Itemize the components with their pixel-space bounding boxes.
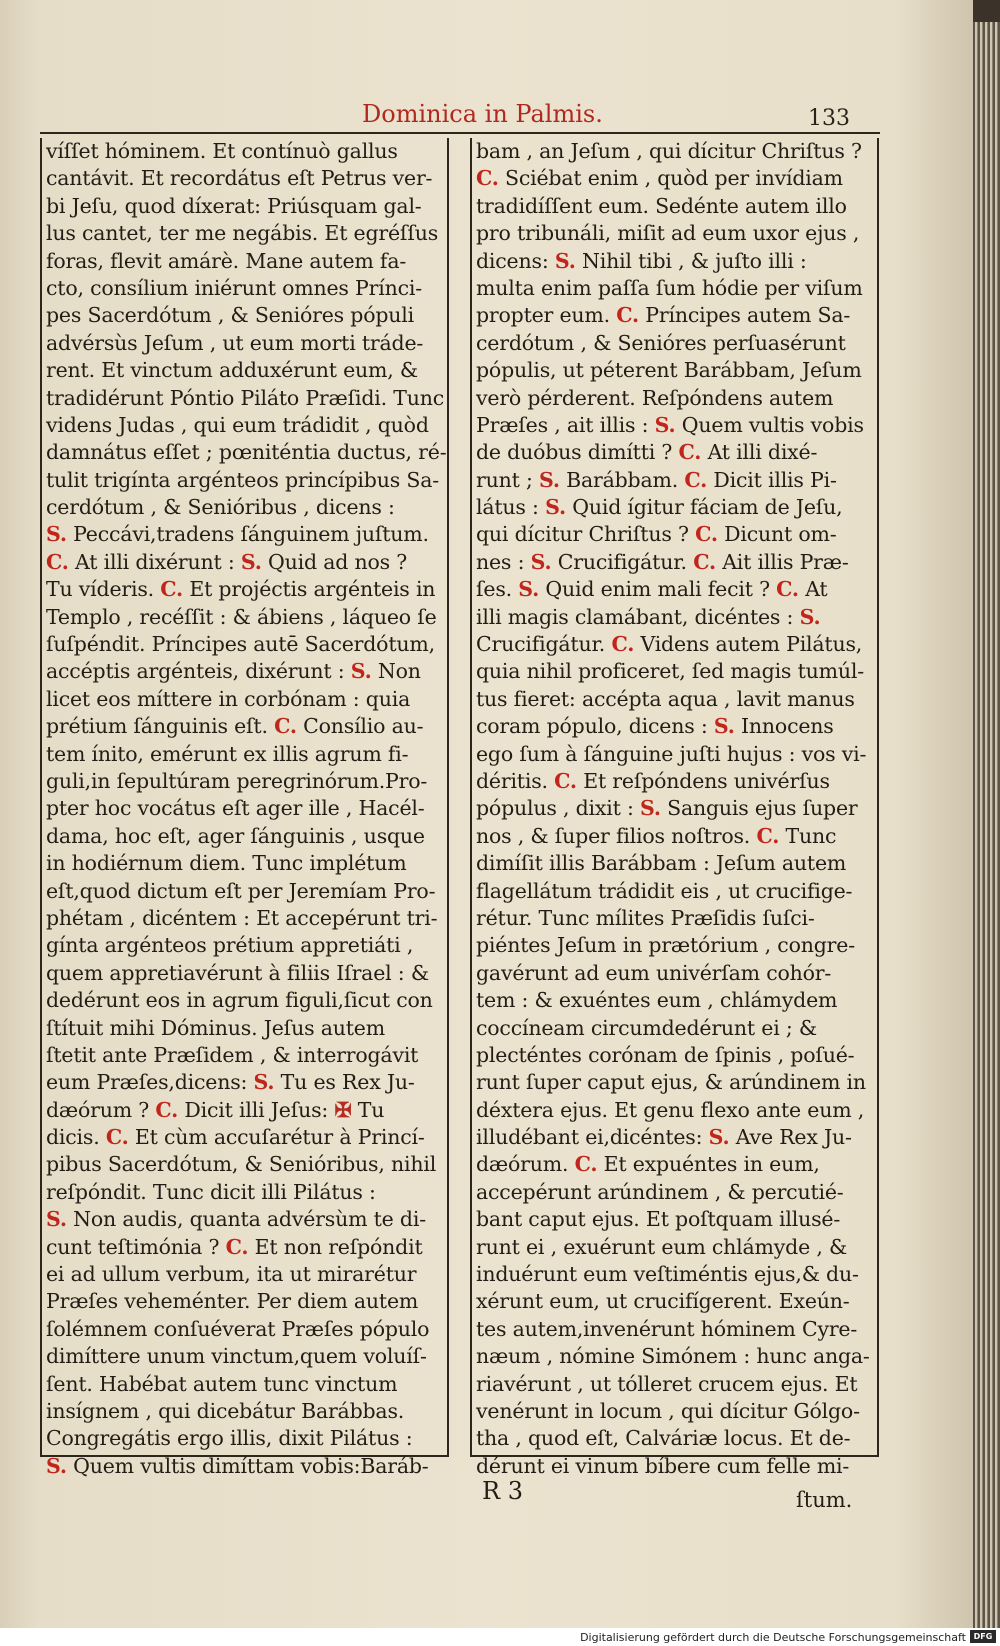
text-line: pro tribunáli, miſit ad eum uxor ejus ,: [476, 221, 860, 246]
text-line: dæórum ? C. Dicit illi Jeſus: ✠ Tu: [46, 1097, 385, 1122]
text-line: dimíttere unum vinctum,quem voluíſ-: [46, 1344, 427, 1369]
text-line: prétium ſánguinis eſt. C. Consílio au-: [46, 714, 424, 739]
running-head-title: Dominica in Palmis.: [362, 100, 603, 128]
rubric-speaker-mark: S.: [708, 1125, 730, 1150]
text-line: runt ſuper caput ejus, & arúndinem in: [476, 1070, 866, 1095]
text-line: ſes. S. Quid enim mali fecit ? C. At: [476, 577, 828, 602]
rubric-speaker-mark: S.: [654, 412, 676, 437]
rubric-speaker-mark: C.: [776, 577, 799, 602]
text-line: ſuſpéndit. Príncipes autē Sacerdótum,: [46, 632, 435, 657]
text-line: ſent. Habébat autem tunc vinctum: [46, 1371, 398, 1396]
text-line: cto, consílium iniérunt omnes Prínci-: [46, 275, 422, 300]
text-line: dedérunt eos in agrum figuli,ſicut con: [46, 988, 433, 1013]
text-line: flagellátum trádidit eis , ut crucifige-: [476, 878, 853, 903]
rubric-speaker-mark: C.: [105, 1125, 129, 1150]
text-line: bant caput ejus. Et poſtquam illusé-: [476, 1207, 841, 1232]
text-line: runt ; S. Barábbam. C. Dicit illis Pi-: [476, 467, 837, 492]
rubric-speaker-mark: S.: [545, 495, 566, 520]
text-line: S. Peccávi,tradens ſánguinem juſtum.: [46, 522, 429, 547]
text-line: látus : S. Quid ígitur fáciam de Jeſu,: [476, 495, 843, 520]
rubric-speaker-mark: C.: [684, 467, 708, 492]
text-line: tulit trigínta argénteos princípibus Sa-: [46, 467, 439, 492]
text-line: damnátus eſſet ; pœniténtia ductus, ré-: [46, 440, 447, 465]
text-line: dæórum. C. Et expuéntes in eum,: [476, 1152, 820, 1177]
text-line: dama, hoc eſt, ager ſánguinis , usque: [46, 823, 425, 848]
text-line: accéptis argénteis, dixérunt : S. Non: [46, 659, 421, 684]
rubric-speaker-mark: S.: [554, 248, 576, 273]
text-line: ei ad ullum verbum, ita ut mirarétur: [46, 1262, 417, 1287]
text-line: advérsùs Jeſum , ut eum morti tráde-: [46, 330, 424, 355]
rubric-speaker-mark: C.: [160, 577, 183, 602]
text-line: videns Judas , qui eum trádidit , quòd: [46, 412, 429, 437]
text-line: déxtera ejus. Et genu flexo ante eum ,: [476, 1097, 865, 1122]
text-line: insígnem , qui dicebátur Barábbas.: [46, 1398, 405, 1423]
text-line: tradidérunt Póntio Piláto Præſidi. Tunc: [46, 385, 445, 410]
rubric-speaker-mark: C.: [611, 632, 635, 657]
text-line: tem : & exuéntes eum , chlámydem: [476, 988, 838, 1013]
rubric-speaker-mark: C.: [678, 440, 702, 465]
rubric-speaker-mark: C.: [476, 166, 499, 191]
rubric-speaker-mark: S.: [240, 549, 262, 574]
rubric-speaker-mark: S.: [799, 604, 821, 629]
text-line: cerdótum , & Senióribus , dicens :: [46, 495, 395, 520]
text-line: cunt teſtimónia ? C. Et non reſpóndit: [46, 1234, 423, 1259]
rubric-speaker-mark: S.: [640, 796, 661, 821]
text-line: næum , nómine Simónem : hunc anga-: [476, 1344, 870, 1369]
text-line: rent. Et vinctum adduxérunt eum, &: [46, 358, 418, 383]
text-line: induérunt eum veſtiméntis ejus,& du-: [476, 1262, 859, 1287]
text-line: illudébant ei,dicéntes: S. Ave Rex Ju-: [476, 1125, 852, 1150]
text-line: quia nihil proficeret, ſed magis tumúl-: [476, 659, 864, 684]
rubric-speaker-mark: S.: [350, 659, 372, 684]
signature-mark: R 3: [482, 1477, 523, 1505]
rubric-speaker-mark: C.: [225, 1234, 249, 1259]
text-line: licet eos míttere in corbónam : quia: [46, 686, 411, 711]
rubric-speaker-mark: C.: [616, 303, 639, 328]
text-line: in hodiérnum diem. Tunc implétum: [46, 851, 407, 876]
cross-icon: ✠: [334, 1097, 352, 1122]
text-line: nes : S. Crucifigátur. C. Ait illis Præ-: [476, 549, 849, 574]
header-rule: [40, 132, 880, 134]
text-line: tem ínito, emérunt ex illis agrum fi-: [46, 741, 409, 766]
text-line: ſolémnem conſuéverat Præſes pópulo: [46, 1316, 430, 1341]
rubric-speaker-mark: C.: [554, 768, 577, 793]
text-line: cantávit. Et recordátus eſt Petrus ver-: [46, 166, 433, 191]
rubric-speaker-mark: S.: [713, 714, 735, 739]
text-line: ſtetit ante Præſidem , & interrogávit: [46, 1042, 419, 1067]
text-line: reſpóndit. Tunc dicit illi Pilátus :: [46, 1179, 376, 1204]
text-line: de duóbus dimítti ? C. At illi dixé-: [476, 440, 818, 465]
text-line: Congregátis ergo illis, dixit Pilátus :: [46, 1426, 413, 1451]
text-line: verò pérderent. Reſpóndens autem: [476, 385, 834, 410]
text-line: pes Sacerdótum , & Senióres pópuli: [46, 303, 414, 328]
rubric-speaker-mark: S.: [518, 577, 540, 602]
text-line: pter hoc vocátus eſt ager ille , Hacél-: [46, 796, 425, 821]
rubric-speaker-mark: C.: [155, 1097, 179, 1122]
rubric-speaker-mark: S.: [253, 1070, 275, 1095]
text-line: gavérunt ad eum univérſam cohór-: [476, 960, 832, 985]
text-line: propter eum. C. Príncipes autem Sa-: [476, 303, 851, 328]
text-line: runt ei , exuérunt eum chlámyde , &: [476, 1234, 848, 1259]
rubric-speaker-mark: S.: [46, 1453, 67, 1478]
rubric-speaker-mark: C.: [46, 549, 69, 574]
text-line: dimíſit illis Barábbam : Jeſum autem: [476, 851, 847, 876]
text-line: pópulus , dixit : S. Sanguis ejus ſuper: [476, 796, 858, 821]
text-line: accepérunt arúndinem , & percutié-: [476, 1179, 844, 1204]
page-stack-edge: [973, 22, 1000, 1628]
text-line: venérunt in locum , qui dícitur Gólgo-: [476, 1398, 860, 1423]
text-line: S. Non audis, quanta advérsùm te di-: [46, 1207, 426, 1232]
rubric-speaker-mark: S.: [46, 1207, 67, 1232]
text-line: cerdótum , & Senióres perſuasérunt: [476, 330, 846, 355]
text-line: ſtítuit mihi Dóminus. Jeſus autem: [46, 1015, 385, 1040]
text-line: Tu víderis. C. Et projéctis argénteis in: [46, 577, 436, 602]
text-line: rétur. Tunc mílites Præſidis ſuſci-: [476, 905, 815, 930]
rubric-speaker-mark: C.: [574, 1152, 598, 1177]
text-line: qui dícitur Chriſtus ? C. Dicunt om-: [476, 522, 837, 547]
page-number: 133: [808, 106, 850, 131]
text-line: riavérunt , ut tólleret crucem ejus. Et: [476, 1371, 858, 1396]
text-line: illi magis clamábant, dicéntes : S.: [476, 604, 821, 629]
text-line: tha , quod eſt, Calváriæ locus. Et de-: [476, 1426, 851, 1451]
text-line: gínta argénteos prétium appretiáti ,: [46, 933, 414, 958]
text-line: víſſet hóminem. Et contínuò gallus: [46, 139, 398, 163]
text-line: dérunt ei vinum bíbere cum felle mi-: [476, 1453, 850, 1478]
text-line: guli,in ſepultúram peregrinórum.Pro-: [46, 768, 428, 793]
rubric-speaker-mark: S.: [46, 522, 67, 547]
text-column-left: [40, 138, 449, 1478]
text-line: coccíneam circumdedérunt ei ; &: [476, 1015, 817, 1040]
text-line: quem appretiavérunt à filiis Iſrael : &: [46, 960, 429, 985]
text-line: pibus Sacerdótum, & Senióribus, nihil: [46, 1152, 437, 1177]
rubric-speaker-mark: C.: [756, 823, 780, 848]
text-line: plecténtes corónam de ſpinis , poſué-: [476, 1042, 855, 1067]
dfg-logo: DFG: [970, 1630, 996, 1643]
text-line: tradidíſſent eum. Sedénte autem illo: [476, 193, 847, 218]
text-line: tes autem,invenérunt hóminem Cyre-: [476, 1316, 858, 1341]
text-line: déritis. C. Et reſpóndens univérſus: [476, 768, 830, 793]
text-column-right: [470, 138, 879, 1478]
text-line: eum Præſes,dicens: S. Tu es Rex Ju-: [46, 1070, 415, 1095]
text-line: xérunt eum, ut crucifígerent. Exeún-: [476, 1289, 850, 1314]
catchword: ſtum.: [796, 1488, 853, 1512]
text-line: foras, flevit amárè. Mane autem fa-: [46, 248, 407, 273]
text-line: multa enim paſſa ſum hódie per viſum: [476, 275, 863, 300]
footer-credit-text: Digitalisierung gefördert durch die Deutsche Forschungsgemeinschaft: [580, 1631, 966, 1644]
text-line: C. At illi dixérunt : S. Quid ad nos ?: [46, 549, 408, 574]
rubric-speaker-mark: C.: [274, 714, 297, 739]
text-line: dicens: S. Nihil tibi , & juſto illi :: [476, 248, 807, 273]
text-line: lus cantet, ter me negábis. Et egréſſus: [46, 221, 439, 246]
text-line: Crucifigátur. C. Videns autem Pilátus,: [476, 632, 863, 657]
text-line: eſt,quod dictum eſt per Jeremíam Pro-: [46, 878, 436, 903]
text-line: pópulis, ut péterent Barábbam, Jeſum: [476, 358, 862, 383]
text-line: phétam , dicéntem : Et accepérunt tri-: [46, 905, 438, 930]
text-line: C. Sciébat enim , quòd per invídiam: [476, 166, 843, 191]
text-line: bam , an Jeſum , qui dícitur Chriſtus ?: [476, 139, 862, 163]
rubric-speaker-mark: C.: [693, 549, 716, 574]
rubric-speaker-mark: S.: [530, 549, 552, 574]
rubric-speaker-mark: C.: [695, 522, 718, 547]
text-line: coram pópulo, dicens : S. Innocens: [476, 714, 834, 739]
text-line: Præſes , ait illis : S. Quem vultis vobis: [476, 412, 864, 437]
text-line: Præſes veheménter. Per diem autem: [46, 1289, 419, 1314]
text-line: ego ſum à ſánguine juſti hujus : vos vi-: [476, 741, 867, 766]
text-line: nos , & ſuper filios noſtros. C. Tunc: [476, 823, 837, 848]
rubric-speaker-mark: S.: [538, 467, 560, 492]
text-line: bi Jeſu, quod díxerat: Priúsquam gal-: [46, 193, 422, 218]
text-line: Templo , recéſſit : & ábiens , láqueo ſe: [46, 604, 437, 629]
text-line: piéntes Jeſum in prætórium , congre-: [476, 933, 855, 958]
text-line: S. Quem vultis dimíttam vobis:Baráb-: [46, 1453, 429, 1478]
text-line: tus fieret: accépta aqua , lavit manus: [476, 686, 855, 711]
text-line: dicis. C. Et cùm accuſarétur à Princí-: [46, 1125, 425, 1150]
